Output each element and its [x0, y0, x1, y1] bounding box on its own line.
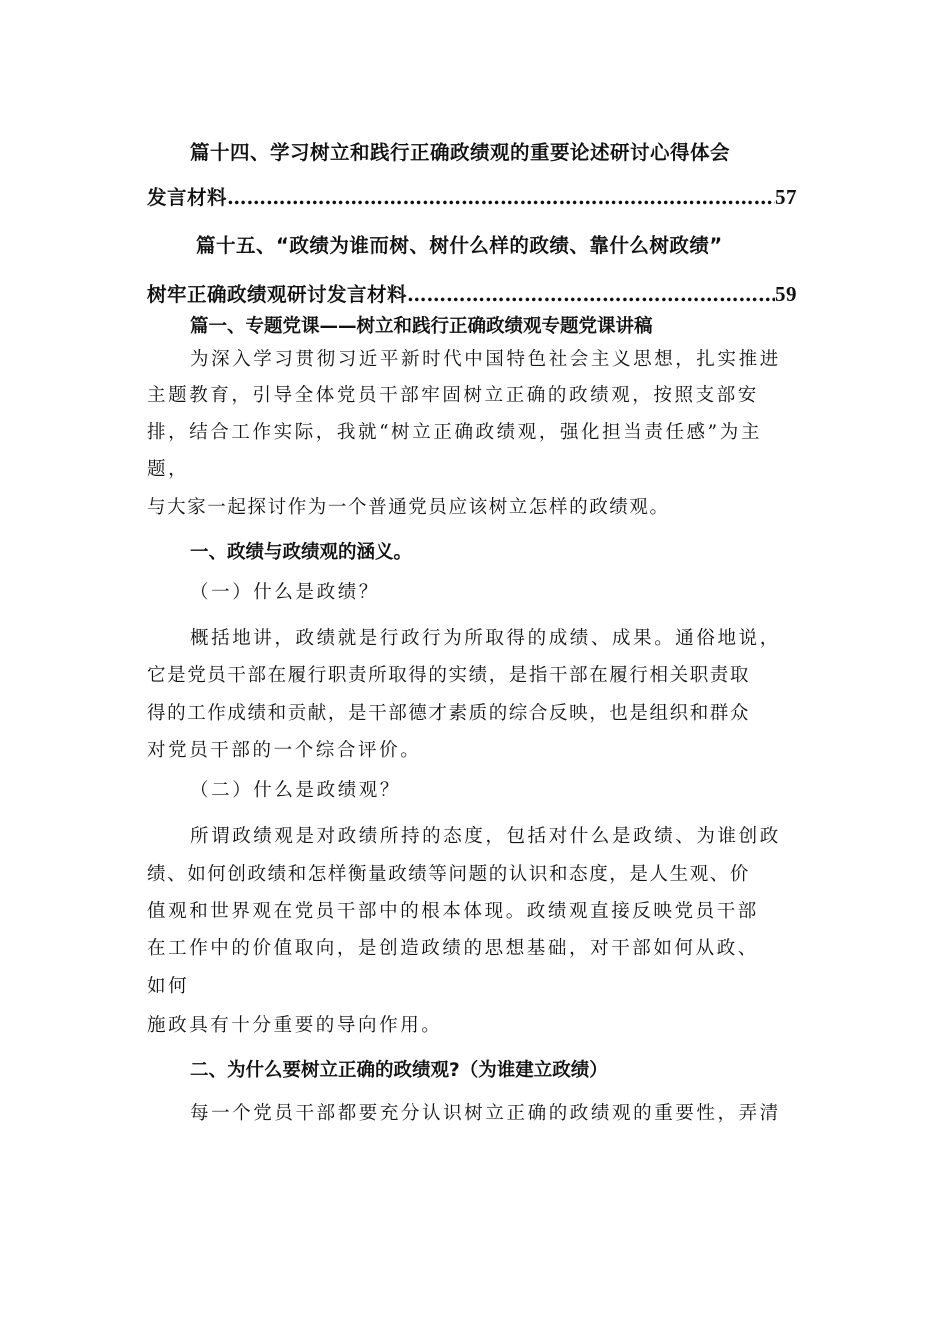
section-1-para-1-line: 得的工作成绩和贡献，是干部德才素质的综合反映，也是组织和群众 [147, 703, 751, 724]
section-1-para-1-line: 概括地讲，政绩就是行政行为所取得的成绩、成果。通俗地说， [190, 628, 781, 649]
toc-entry-15-line1: 篇十五、“政绩为谁而树、树什么样的政绩、靠什么树政绩” [196, 234, 723, 257]
toc-entry-14-title: 发言材料 [147, 186, 228, 209]
intro-line: 与大家一起探讨作为一个普通党员应该树立怎样的政绩观。 [147, 497, 670, 518]
toc-leader-dots [227, 186, 775, 209]
intro-line: 主题教育，引导全体党员干部牢固树立正确的政绩观，按照支部安 [147, 385, 759, 406]
section-1-para-2-line: 值观和世界观在党员干部中的根本体现。政绩观直接反映党员干部 [147, 901, 759, 922]
article-title: 篇一、专题党课——树立和践行正确政绩观专题党课讲稿 [190, 316, 653, 337]
section-1-para-1-line: 对党员干部的一个综合评价。 [147, 740, 422, 761]
section-1-para-2-line: 所谓政绩观是对政绩所持的态度，包括对什么是政绩、为谁创政 [190, 826, 781, 847]
section-1-para-2-line: 施政具有十分重要的导向作用。 [147, 1015, 443, 1036]
section-1-para-1-line: 它是党员干部在履行职责所取得的实绩，是指干部在履行相关职责取 [147, 665, 751, 686]
section-2-heading: 二、为什么要树立正确的政绩观?（为谁建立政绩） [190, 1060, 608, 1081]
toc-leader-dots [407, 283, 775, 306]
section-1-para-2-line: 绩、如何创政绩和怎样衡量政绩等问题的认识和态度，是人生观、价 [147, 864, 751, 885]
intro-line: 为深入学习贯彻习近平新时代中国特色社会主义思想，扎实推进 [190, 349, 781, 370]
toc-entry-14-page: 57 [775, 185, 797, 209]
toc-entry-15-line2[interactable] [147, 279, 797, 307]
section-1-para-2-line: 在工作中的价值取向，是创造政绩的思想基础，对干部如何从政、 [147, 938, 759, 959]
intro-line: 排，结合工作实际，我就“树立正确政绩观，强化担当责任感”为主 [147, 422, 762, 443]
toc-entry-14-line1: 篇十四、学习树立和践行正确政绩观的重要论述研讨心得体会 [190, 141, 731, 164]
toc-entry-15-page: 59 [775, 282, 797, 306]
section-1-subheading-1: （一）什么是政绩？ [190, 582, 380, 603]
section-1-para-2-line: 如何 [147, 976, 190, 997]
toc-entry-14-line2[interactable] [147, 182, 797, 210]
intro-line: 题， [147, 459, 190, 480]
section-1-subheading-2: （二）什么是政绩观？ [190, 780, 402, 801]
section-1-heading: 一、政绩与政绩观的涵义。 [190, 542, 413, 563]
toc-entry-15-title: 树牢正确政绩观研讨发言材料 [147, 283, 408, 306]
section-2-para-1-line: 每一个党员干部都要充分认识树立正确的政绩观的重要性，弄清 [190, 1103, 781, 1124]
